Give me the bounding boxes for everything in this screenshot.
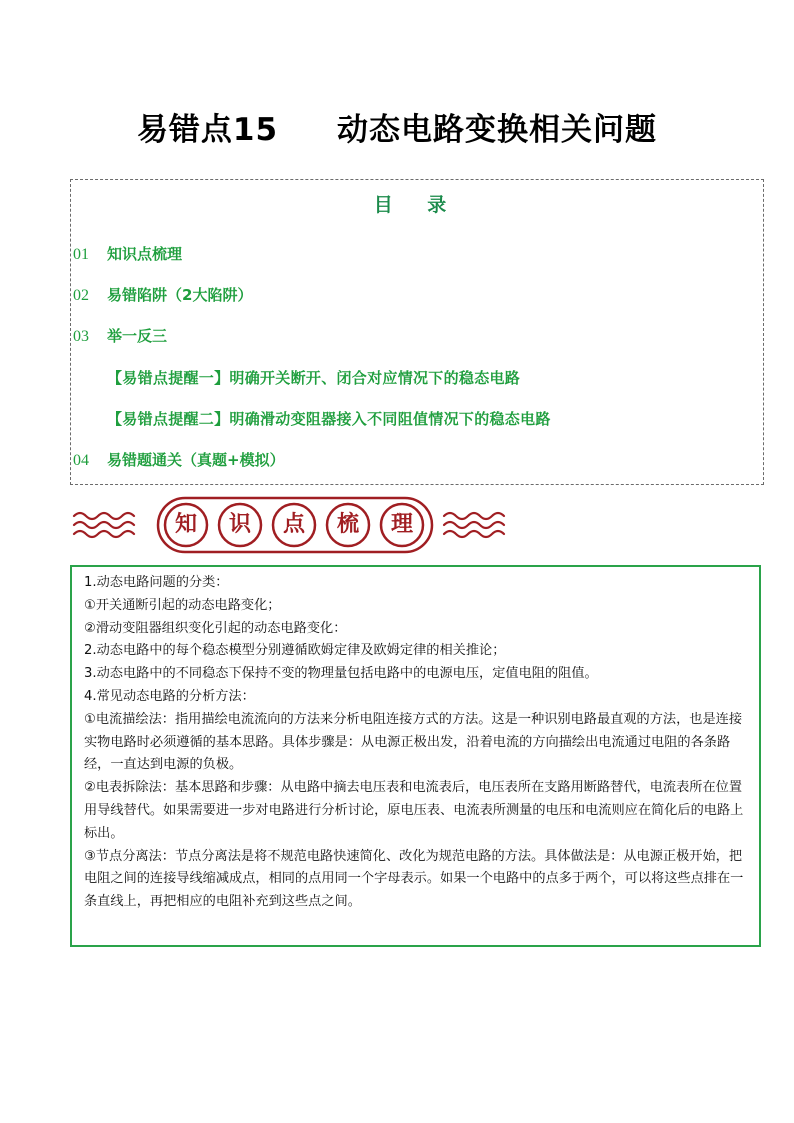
toc-item-4[interactable] xyxy=(73,449,285,470)
toc-item-label: 举一反三 xyxy=(107,327,168,345)
toc-item-3[interactable] xyxy=(73,325,167,346)
toc-item-label: 易错陷阱（2大陷阱） xyxy=(107,286,253,304)
table-of-contents xyxy=(70,179,764,485)
toc-item-label: 知识点梳理 xyxy=(107,245,183,263)
content-line: ①开关通断引起的动态电路变化； xyxy=(84,597,281,613)
toc-item-number: 04 xyxy=(73,452,89,469)
toc-subitem-2[interactable]: 【易错点提醒二】明确滑动变阻器接入不同阻值情况下的稳态电路 xyxy=(107,410,551,428)
knowledge-summary-box xyxy=(70,565,761,947)
content-line: 2.动态电路中的每个稳态模型分别遵循欧姆定律及欧姆定律的相关推论； xyxy=(84,643,506,659)
banner-char: 知 xyxy=(174,512,197,537)
content-line: 1.动态电路问题的分类： xyxy=(84,575,229,590)
content-line: 4.常见动态电路的分析方法： xyxy=(84,688,255,704)
page-title: 易错点15 动态电路变换相关问题 xyxy=(136,112,658,148)
content-line: ②滑动变阻器组织变化引起的动态电路变化： xyxy=(84,620,347,636)
toc-item-number: 01 xyxy=(73,246,89,263)
toc-heading: 目 录 xyxy=(373,194,461,216)
section-banner xyxy=(72,496,518,554)
toc-item-2[interactable] xyxy=(73,284,252,305)
banner-char: 点 xyxy=(282,512,305,537)
toc-item-number: 03 xyxy=(73,328,89,345)
content-paragraph: ②电表拆除法：基本思路和步骤：从电路中摘去电压表和电流表后，电压表所在支路用断路替代，电流表所在位置用导线替代。如果需要进一步对电路进行分析讨论，原电压表、电流表所测量的电压和电流则应在简化后的电路上标出。 xyxy=(84,780,744,841)
banner-char: 梳 xyxy=(336,512,359,537)
toc-item-label: 易错题通关（真题+模拟） xyxy=(107,451,285,469)
banner-char: 识 xyxy=(228,512,251,537)
wave-left-icon xyxy=(74,513,134,537)
content-paragraph: ③节点分离法：节点分离法是将不规范电路快速简化、改化为规范电路的方法。具体做法是：从电源正极开始，把电阻之间的连接导线缩减成点，相同的点用同一个字母表示。如果一个电路中的点多于两个，可以将这些点排在一条直线上，再把相应的电阻补充到这些点之间。 xyxy=(84,848,744,910)
content-line: 3.动态电路中的不同稳态下保持不变的物理量包括电路中的电源电压，定值电阻的阻值。 xyxy=(84,666,598,682)
content-paragraph: ①电流描绘法：指用描绘电流流向的方法来分析电阻连接方式的方法。这是一种识别电路最直观的方法，也是连接实物电路时必须遵循的基本思路。具体步骤是：从电源正极出发，沿着电流的方向描绘出电流通过电阻的各条路经，一直达到电源的负极。 xyxy=(84,711,743,773)
banner-char: 理 xyxy=(390,512,413,537)
toc-item-1[interactable] xyxy=(73,243,182,264)
toc-item-number: 02 xyxy=(73,287,89,304)
toc-subitem-1[interactable]: 【易错点提醒一】明确开关断开、闭合对应情况下的稳态电路 xyxy=(107,369,521,387)
wave-right-icon xyxy=(444,513,504,537)
